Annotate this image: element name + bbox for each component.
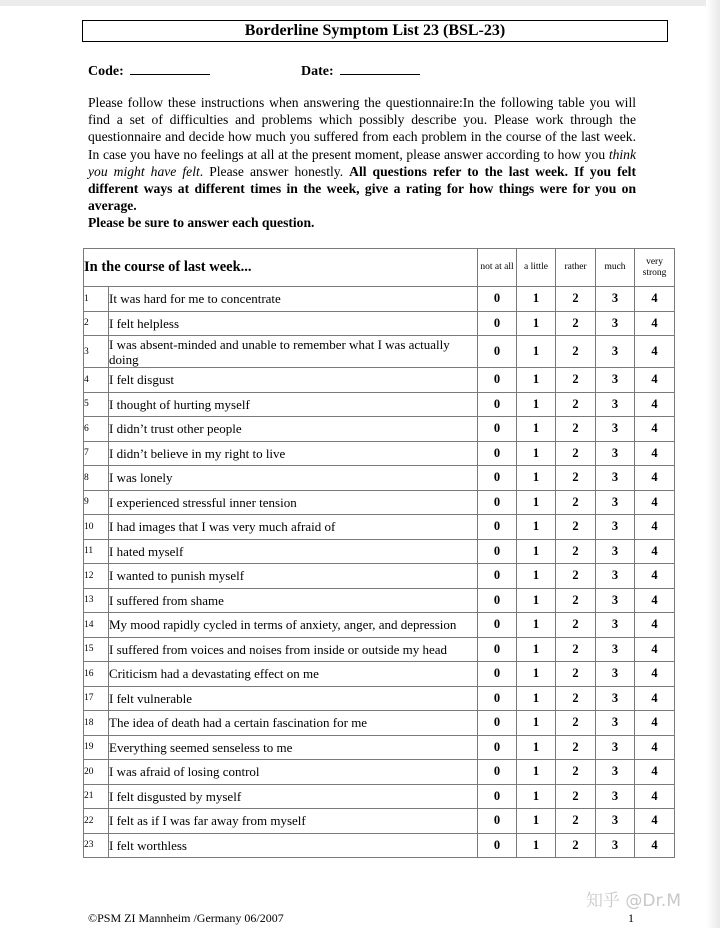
rating-option-3[interactable]: 3 [596, 735, 635, 760]
instructions-bold: All questions refer to the last week. If you felt different ways at different times in the week, give a rating for how things were for you on average. [88, 163, 636, 214]
rating-option-0[interactable]: 0 [478, 490, 517, 515]
rating-option-3[interactable]: 3 [596, 515, 635, 540]
rating-option-3[interactable]: 3 [596, 686, 635, 711]
table-row [84, 564, 675, 589]
rating-option-2[interactable]: 2 [556, 662, 596, 687]
rating-option-2[interactable]: 2 [556, 711, 596, 736]
rating-option-1[interactable]: 1 [517, 515, 556, 540]
rating-option-3[interactable]: 3 [596, 809, 635, 834]
watermark: 知乎 @Dr.M [586, 891, 681, 911]
rating-option-3[interactable]: 3 [596, 637, 635, 662]
rating-option-4[interactable]: 4 [635, 711, 675, 736]
rating-option-0[interactable]: 0 [478, 686, 517, 711]
rating-option-2[interactable]: 2 [556, 686, 596, 711]
rating-option-2[interactable]: 2 [556, 336, 596, 368]
rating-option-2[interactable]: 2 [556, 490, 596, 515]
table-row [84, 417, 675, 442]
rating-option-1[interactable]: 1 [517, 336, 556, 368]
item-number: 16 [84, 662, 109, 687]
table-row [84, 392, 675, 417]
rating-option-3[interactable]: 3 [596, 833, 635, 858]
rating-option-4[interactable]: 4 [635, 515, 675, 540]
item-text: I felt vulnerable [109, 686, 478, 711]
rating-option-3[interactable]: 3 [596, 662, 635, 687]
rating-option-0[interactable]: 0 [478, 613, 517, 638]
rating-option-1[interactable]: 1 [517, 287, 556, 312]
rating-option-1[interactable]: 1 [517, 466, 556, 491]
rating-option-0[interactable]: 0 [478, 368, 517, 393]
item-text: I felt as if I was far away from myself [109, 809, 478, 834]
item-text: Everything seemed senseless to me [109, 735, 478, 760]
rating-option-0[interactable]: 0 [478, 564, 517, 589]
rating-option-0[interactable]: 0 [478, 287, 517, 312]
rating-option-2[interactable]: 2 [556, 515, 596, 540]
item-text: I experienced stressful inner tension [109, 490, 478, 515]
rating-option-1[interactable]: 1 [517, 809, 556, 834]
item-text: I suffered from voices and noises from inside or outside my head [109, 637, 478, 662]
rating-option-0[interactable]: 0 [478, 735, 517, 760]
rating-option-4[interactable]: 4 [635, 441, 675, 466]
rating-option-4[interactable]: 4 [635, 311, 675, 336]
item-number: 5 [84, 392, 109, 417]
item-number: 13 [84, 588, 109, 613]
item-text: I was lonely [109, 466, 478, 491]
rating-option-2[interactable]: 2 [556, 417, 596, 442]
rating-option-3[interactable]: 3 [596, 588, 635, 613]
item-text: It was hard for me to concentrate [109, 287, 478, 312]
rating-option-0[interactable]: 0 [478, 539, 517, 564]
item-number: 21 [84, 784, 109, 809]
code-field [88, 62, 210, 80]
rating-option-3[interactable]: 3 [596, 336, 635, 368]
rating-option-3[interactable]: 3 [596, 539, 635, 564]
rating-option-0[interactable]: 0 [478, 637, 517, 662]
rating-option-3[interactable]: 3 [596, 711, 635, 736]
rating-option-4[interactable]: 4 [635, 662, 675, 687]
rating-option-2[interactable]: 2 [556, 784, 596, 809]
rating-option-3[interactable]: 3 [596, 564, 635, 589]
table-row [84, 441, 675, 466]
rating-option-0[interactable]: 0 [478, 311, 517, 336]
rating-option-4[interactable]: 4 [635, 466, 675, 491]
rating-option-4[interactable]: 4 [635, 539, 675, 564]
date-blank-line[interactable] [340, 62, 420, 75]
page-edge-right [706, 0, 720, 928]
rating-option-0[interactable]: 0 [478, 833, 517, 858]
rating-option-4[interactable]: 4 [635, 809, 675, 834]
rating-option-3[interactable]: 3 [596, 441, 635, 466]
questionnaire-table [83, 248, 675, 858]
rating-option-2[interactable]: 2 [556, 466, 596, 491]
rating-option-0[interactable]: 0 [478, 441, 517, 466]
rating-option-1[interactable]: 1 [517, 637, 556, 662]
rating-option-3[interactable]: 3 [596, 417, 635, 442]
rating-option-4[interactable]: 4 [635, 564, 675, 589]
rating-option-3[interactable]: 3 [596, 311, 635, 336]
rating-option-1[interactable]: 1 [517, 588, 556, 613]
page-edge [0, 0, 720, 6]
item-text: I thought of hurting myself [109, 392, 478, 417]
rating-option-0[interactable]: 0 [478, 760, 517, 785]
option-header: very strong [635, 249, 675, 287]
item-number: 11 [84, 539, 109, 564]
rating-option-4[interactable]: 4 [635, 336, 675, 368]
rating-option-3[interactable]: 3 [596, 287, 635, 312]
rating-option-1[interactable]: 1 [517, 760, 556, 785]
form-title: Borderline Symptom List 23 (BSL-23) [82, 20, 668, 42]
footer-copyright: ©PSM ZI Mannheim /Germany 06/2007 [88, 911, 284, 925]
rating-option-0[interactable]: 0 [478, 392, 517, 417]
table-header-row [84, 249, 675, 287]
rating-option-0[interactable]: 0 [478, 809, 517, 834]
rating-option-4[interactable]: 4 [635, 287, 675, 312]
item-number: 6 [84, 417, 109, 442]
item-number: 19 [84, 735, 109, 760]
item-text: I suffered from shame [109, 588, 478, 613]
instructions-final: Please be sure to answer each question. [88, 215, 315, 231]
rating-option-2[interactable]: 2 [556, 392, 596, 417]
rating-option-3[interactable]: 3 [596, 392, 635, 417]
item-text: I didn’t trust other people [109, 417, 478, 442]
item-number: 22 [84, 809, 109, 834]
rating-option-0[interactable]: 0 [478, 336, 517, 368]
item-number: 17 [84, 686, 109, 711]
rating-option-2[interactable]: 2 [556, 735, 596, 760]
rating-option-2[interactable]: 2 [556, 588, 596, 613]
rating-option-0[interactable]: 0 [478, 662, 517, 687]
rating-option-1[interactable]: 1 [517, 311, 556, 336]
item-text: I was absent-minded and unable to remember what I was actually doing [109, 336, 478, 368]
rating-option-2[interactable]: 2 [556, 441, 596, 466]
item-number: 15 [84, 637, 109, 662]
rating-option-0[interactable]: 0 [478, 515, 517, 540]
item-number: 20 [84, 760, 109, 785]
rating-option-4[interactable]: 4 [635, 588, 675, 613]
rating-option-2[interactable]: 2 [556, 833, 596, 858]
table-row [84, 287, 675, 312]
item-number: 18 [84, 711, 109, 736]
rating-option-0[interactable]: 0 [478, 466, 517, 491]
rating-option-4[interactable]: 4 [635, 686, 675, 711]
table-row [84, 336, 675, 368]
rating-option-1[interactable]: 1 [517, 833, 556, 858]
table-heading: In the course of last week... [84, 249, 478, 287]
table-row [84, 662, 675, 687]
item-number: 8 [84, 466, 109, 491]
option-header: much [596, 249, 635, 287]
item-text: I didn’t believe in my right to live [109, 441, 478, 466]
rating-option-1[interactable]: 1 [517, 662, 556, 687]
rating-option-0[interactable]: 0 [478, 784, 517, 809]
table-row [84, 368, 675, 393]
item-number: 23 [84, 833, 109, 858]
rating-option-0[interactable]: 0 [478, 711, 517, 736]
table-row [84, 833, 675, 858]
table-row [84, 686, 675, 711]
instructions-italic: think you might have felt [88, 146, 636, 179]
rating-option-4[interactable]: 4 [635, 833, 675, 858]
rating-option-2[interactable]: 2 [556, 613, 596, 638]
rating-option-4[interactable]: 4 [635, 490, 675, 515]
date-field [301, 62, 420, 80]
rating-option-4[interactable]: 4 [635, 613, 675, 638]
item-text: My mood rapidly cycled in terms of anxiety, anger, and depression [109, 613, 478, 638]
table-row [84, 711, 675, 736]
rating-option-2[interactable]: 2 [556, 564, 596, 589]
rating-option-3[interactable]: 3 [596, 760, 635, 785]
item-text: I felt disgust [109, 368, 478, 393]
rating-option-2[interactable]: 2 [556, 760, 596, 785]
item-text: The idea of death had a certain fascination for me [109, 711, 478, 736]
rating-option-3[interactable]: 3 [596, 784, 635, 809]
rating-option-1[interactable]: 1 [517, 711, 556, 736]
rating-option-1[interactable]: 1 [517, 564, 556, 589]
table-row [84, 515, 675, 540]
item-number: 4 [84, 368, 109, 393]
rating-option-3[interactable]: 3 [596, 490, 635, 515]
rating-option-3[interactable]: 3 [596, 613, 635, 638]
table-row [84, 311, 675, 336]
rating-option-2[interactable]: 2 [556, 311, 596, 336]
rating-option-2[interactable]: 2 [556, 809, 596, 834]
instructions-text: Please follow these instructions when answering the questionnaire:In the following table you will find a set of difficulties and problems which possibly describe you. Please work through the questionnaire and decide how much you suffered from each problem in the course of the last week. In case you have no feelings at all at the present moment, please answer according to how you [88, 95, 636, 162]
rating-option-1[interactable]: 1 [517, 392, 556, 417]
rating-option-2[interactable]: 2 [556, 539, 596, 564]
rating-option-0[interactable]: 0 [478, 417, 517, 442]
table-row [84, 809, 675, 834]
rating-option-2[interactable]: 2 [556, 637, 596, 662]
item-text: I wanted to punish myself [109, 564, 478, 589]
table-row [84, 784, 675, 809]
rating-option-4[interactable]: 4 [635, 368, 675, 393]
option-header: a little [517, 249, 556, 287]
rating-option-1[interactable]: 1 [517, 613, 556, 638]
rating-option-2[interactable]: 2 [556, 368, 596, 393]
rating-option-2[interactable]: 2 [556, 287, 596, 312]
code-label: Code: [88, 64, 124, 79]
date-label: Date: [301, 64, 334, 79]
rating-option-1[interactable]: 1 [517, 368, 556, 393]
item-number: 9 [84, 490, 109, 515]
item-text: Criticism had a devastating effect on me [109, 662, 478, 687]
option-header: not at all [478, 249, 517, 287]
rating-option-1[interactable]: 1 [517, 784, 556, 809]
rating-option-4[interactable]: 4 [635, 735, 675, 760]
table-row [84, 490, 675, 515]
option-header: rather [556, 249, 596, 287]
item-number: 10 [84, 515, 109, 540]
item-number: 12 [84, 564, 109, 589]
item-number: 2 [84, 311, 109, 336]
table-row [84, 539, 675, 564]
page-number: 1 [628, 911, 634, 925]
item-text: I hated myself [109, 539, 478, 564]
item-number: 3 [84, 336, 109, 368]
rating-option-0[interactable]: 0 [478, 588, 517, 613]
rating-option-1[interactable]: 1 [517, 539, 556, 564]
item-text: I had images that I was very much afraid of [109, 515, 478, 540]
code-blank-line[interactable] [130, 62, 210, 75]
table-row [84, 466, 675, 491]
rating-option-1[interactable]: 1 [517, 735, 556, 760]
table-row [84, 637, 675, 662]
rating-option-1[interactable]: 1 [517, 490, 556, 515]
rating-option-4[interactable]: 4 [635, 392, 675, 417]
rating-option-4[interactable]: 4 [635, 760, 675, 785]
item-text: I felt disgusted by myself [109, 784, 478, 809]
rating-option-4[interactable]: 4 [635, 637, 675, 662]
instructions [88, 94, 636, 232]
item-number: 1 [84, 287, 109, 312]
item-text: I was afraid of losing control [109, 760, 478, 785]
item-number: 14 [84, 613, 109, 638]
rating-option-1[interactable]: 1 [517, 417, 556, 442]
rating-option-3[interactable]: 3 [596, 368, 635, 393]
item-number: 7 [84, 441, 109, 466]
table-row [84, 613, 675, 638]
rating-option-1[interactable]: 1 [517, 441, 556, 466]
rating-option-3[interactable]: 3 [596, 466, 635, 491]
table-row [84, 588, 675, 613]
rating-option-4[interactable]: 4 [635, 784, 675, 809]
table-row [84, 735, 675, 760]
rating-option-1[interactable]: 1 [517, 686, 556, 711]
item-text: I felt worthless [109, 833, 478, 858]
table-row [84, 760, 675, 785]
item-text: I felt helpless [109, 311, 478, 336]
instructions-text-2: . Please answer honestly. [199, 163, 350, 179]
rating-option-4[interactable]: 4 [635, 417, 675, 442]
